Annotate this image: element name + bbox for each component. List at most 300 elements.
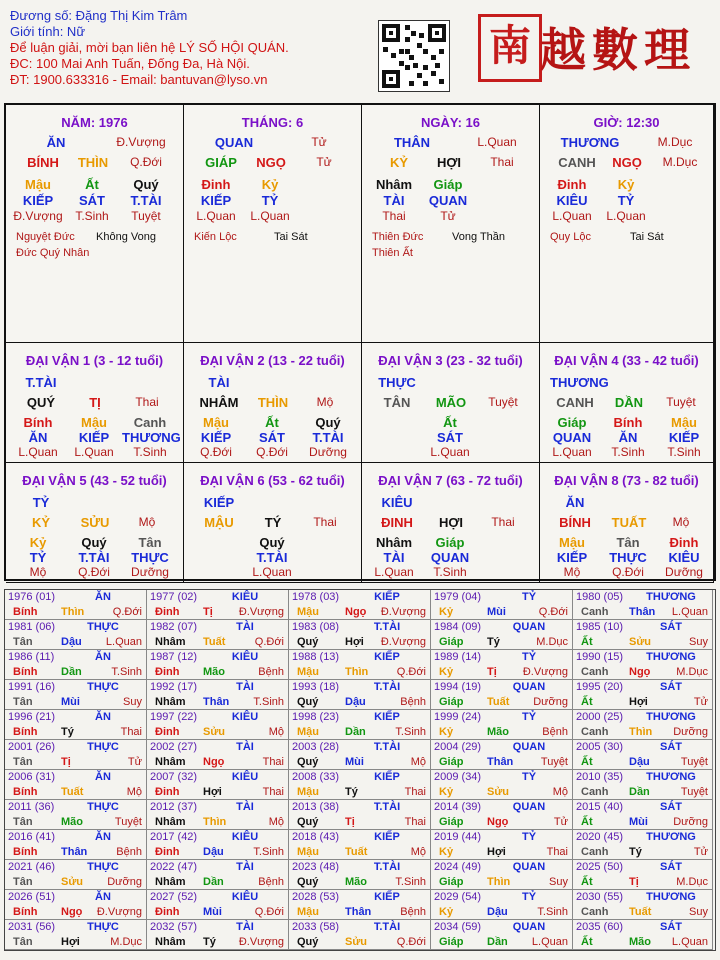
dai-van-god: KIẾP: [203, 495, 235, 510]
year-state: Đ.Vượng: [522, 666, 568, 678]
year-label: 1986 (11): [8, 651, 55, 663]
year-branch: Ngọ: [487, 816, 509, 828]
earthly-branch: THÌN: [77, 155, 109, 170]
year-god: T.TÀI: [373, 801, 401, 813]
year-stem: Nhâm: [155, 756, 186, 768]
year-god: TỶ: [521, 651, 537, 663]
year-label: 2033 (58): [292, 921, 340, 933]
year-state: L.Quan: [671, 936, 708, 948]
hidden-god: TỶ: [261, 193, 279, 208]
year-god: TỶ: [521, 831, 537, 843]
year-cell[interactable]: [573, 740, 713, 770]
seal-stamp-icon: 南: [478, 14, 542, 82]
year-cell[interactable]: [431, 890, 573, 920]
year-branch: Dậu: [203, 846, 224, 858]
branch-state: Q.Đới: [130, 155, 162, 169]
year-stem: Tân: [13, 816, 33, 828]
year-label: 2006 (31): [8, 771, 56, 783]
year-cell[interactable]: [289, 770, 431, 800]
year-stem: Tân: [13, 696, 33, 708]
year-cell[interactable]: [147, 590, 289, 620]
gender: Giới tính: Nữ: [10, 24, 86, 39]
year-god: ĂN: [95, 891, 111, 903]
year-cell[interactable]: [5, 860, 147, 890]
dai-van-stem: NHÂM: [199, 395, 239, 410]
year-cell[interactable]: [573, 590, 713, 620]
year-god: KIÊU: [231, 651, 259, 663]
year-branch: Sửu: [345, 936, 368, 948]
dai-van-state: Thai: [491, 515, 515, 529]
dai-van-god: TÀI: [208, 375, 230, 390]
dai-van-state: Tuyệt: [666, 395, 696, 409]
year-label: 2023 (48): [292, 861, 340, 873]
year-stem: Ất: [581, 876, 593, 888]
year-cell[interactable]: [5, 710, 147, 740]
year-state: Tử: [693, 846, 708, 858]
year-cell[interactable]: [431, 680, 573, 710]
year-stem: Quý: [297, 696, 319, 708]
dai-van-hidden: SÁT: [437, 430, 463, 445]
year-cell[interactable]: [573, 650, 713, 680]
year-state: Đ.Vượng: [238, 606, 284, 618]
year-state: Tuyệt: [114, 816, 142, 828]
qr-module: [399, 49, 404, 54]
year-label: 2022 (47): [150, 861, 198, 873]
year-label: 1997 (22): [150, 711, 198, 723]
qr-module: [417, 73, 422, 78]
year-god: ĂN: [95, 711, 111, 723]
hidden-stem: Kỷ: [261, 177, 279, 192]
dai-van-hidden: Ất: [443, 415, 457, 430]
year-stem: Quý: [297, 816, 319, 828]
dai-van-hidden: Mậu: [81, 415, 107, 430]
year-state: Thai: [546, 846, 568, 858]
hidden-state: L.Quan: [250, 209, 290, 223]
dai-van-hidden: Quý: [81, 535, 107, 550]
qr-module: [405, 49, 410, 54]
dai-van-state: Tuyệt: [488, 395, 518, 409]
year-state: M.Dục: [110, 936, 142, 948]
year-cell[interactable]: [289, 830, 431, 860]
year-stem: Kỷ: [439, 726, 454, 738]
year-label: 2015 (40): [576, 801, 624, 813]
dai-van-stem: ĐINH: [381, 515, 413, 530]
year-branch: Ngọ: [345, 606, 367, 618]
year-cell[interactable]: [573, 920, 713, 950]
year-cell[interactable]: [431, 740, 573, 770]
year-god: TÀI: [236, 681, 254, 693]
year-cell[interactable]: [431, 860, 573, 890]
year-cell[interactable]: [5, 650, 147, 680]
year-stem: Đinh: [155, 666, 180, 678]
dai-van-hidden: TÀI: [383, 550, 405, 565]
dai-van-hidden: Bính: [613, 415, 643, 430]
year-god: THỰC: [87, 801, 119, 813]
year-label: 1987 (12): [150, 651, 198, 663]
dai-van-hidden: Q.Đới: [78, 565, 110, 579]
year-state: Tử: [693, 696, 708, 708]
year-cell[interactable]: [289, 650, 431, 680]
year-cell[interactable]: [289, 920, 431, 950]
year-god: T.TÀI: [373, 921, 401, 933]
year-branch: Thìn: [203, 816, 227, 828]
year-branch: Hợi: [629, 696, 648, 708]
hidden-god: TỶ: [617, 193, 635, 208]
year-cell[interactable]: [573, 680, 713, 710]
dai-van-4: [540, 343, 714, 463]
year-stem: Giáp: [439, 756, 464, 768]
year-label: 1983 (08): [292, 621, 340, 633]
qr-module: [411, 31, 416, 36]
year-stem: Tân: [13, 636, 33, 648]
year-cell[interactable]: [573, 620, 713, 650]
year-god: KIÊU: [231, 891, 259, 903]
year-branch: Dần: [203, 876, 224, 888]
star: Đức Quý Nhân: [16, 247, 90, 259]
year-cell[interactable]: [573, 860, 713, 890]
year-cell[interactable]: [147, 740, 289, 770]
year-label: 2008 (33): [292, 771, 340, 783]
year-cell[interactable]: [147, 830, 289, 860]
dai-van-hidden: THỰC: [609, 550, 647, 565]
year-god: THƯƠNG: [646, 831, 696, 843]
year-branch: Thân: [203, 696, 230, 708]
year-stem: Quý: [297, 876, 319, 888]
dai-van-state: Mộ: [672, 515, 690, 529]
dai-van-hidden: T.TÀI: [256, 550, 288, 565]
year-label: 1980 (05): [576, 591, 624, 603]
year-branch: Ngọ: [629, 666, 651, 678]
year-cell[interactable]: [289, 680, 431, 710]
year-god: TỶ: [521, 891, 537, 903]
year-state: Đ.Vượng: [380, 606, 426, 618]
year-cell[interactable]: [5, 620, 147, 650]
year-stem: Quý: [297, 636, 319, 648]
qr-module: [383, 47, 388, 52]
year-cell[interactable]: [147, 800, 289, 830]
year-label: 2011 (36): [8, 801, 55, 813]
star: Quy Lộc: [550, 231, 591, 243]
pillar-title: NĂM: 1976: [61, 115, 128, 130]
year-state: Q.Đới: [254, 636, 284, 648]
year-state: Dưỡng: [533, 696, 568, 708]
year-label: 2028 (53): [292, 891, 340, 903]
qr-finder: [428, 24, 446, 42]
year-stem: Ất: [581, 816, 593, 828]
year-cell[interactable]: [147, 890, 289, 920]
qr-module: [423, 81, 428, 86]
year-branch: Dậu: [345, 696, 366, 708]
ten-god-state: Đ.Vượng: [116, 135, 166, 149]
year-stem: Ất: [581, 696, 593, 708]
year-state: Mộ: [410, 846, 426, 858]
year-label: 1976 (01): [8, 591, 56, 603]
year-stem: Ất: [581, 636, 593, 648]
year-state: L.Quan: [531, 936, 568, 948]
dai-van-branch: TÝ: [264, 515, 282, 530]
year-god: THỰC: [87, 861, 119, 873]
dai-van-stem: MẬU: [204, 515, 234, 530]
year-branch: Tuất: [629, 906, 652, 918]
year-stem: Giáp: [439, 696, 464, 708]
dai-van-hidden: Đinh: [669, 535, 699, 550]
ten-god: QUAN: [214, 135, 254, 150]
dai-van-state: Mộ: [316, 395, 334, 409]
year-stem: Kỷ: [439, 906, 454, 918]
year-label: 2010 (35): [576, 771, 624, 783]
year-cell[interactable]: [431, 830, 573, 860]
year-cell[interactable]: [147, 920, 289, 950]
year-state: M.Dục: [676, 876, 708, 888]
year-label: 2027 (52): [150, 891, 198, 903]
year-god: KIÊU: [231, 831, 259, 843]
year-god: ĂN: [95, 651, 111, 663]
hidden-god: SÁT: [79, 193, 105, 208]
year-god: THƯƠNG: [646, 651, 696, 663]
year-stem: Tân: [13, 936, 33, 948]
dai-van-hidden: TỶ: [29, 550, 47, 565]
year-god: TỶ: [521, 771, 537, 783]
year-branch: Dậu: [61, 636, 82, 648]
year-cell[interactable]: [573, 890, 713, 920]
year-god: ĂN: [95, 771, 111, 783]
year-cell[interactable]: [147, 650, 289, 680]
year-cell[interactable]: [5, 830, 147, 860]
year-label: 2001 (26): [8, 741, 56, 753]
year-branch: Mão: [203, 666, 225, 678]
qr-module: [413, 63, 418, 68]
year-cell[interactable]: [5, 890, 147, 920]
year-cell[interactable]: [573, 800, 713, 830]
year-label: 1998 (23): [292, 711, 340, 723]
dai-van-title: ĐẠI VẬN 1 (3 - 12 tuổi): [25, 353, 164, 368]
dai-van-god: KIÊU: [381, 495, 413, 510]
dai-van-hidden: Tân: [138, 535, 162, 550]
qr-module: [419, 33, 424, 38]
year-branch: Tị: [487, 666, 497, 678]
star: Không Vong: [96, 231, 156, 243]
qr-module: [423, 49, 428, 54]
year-label: 2026 (51): [8, 891, 56, 903]
dai-van-branch: SỬU: [80, 515, 110, 530]
qr-module: [439, 49, 444, 54]
year-state: Dưỡng: [107, 876, 142, 888]
year-cell[interactable]: [5, 590, 147, 620]
dai-van-hidden: Mậu: [559, 535, 585, 550]
dai-van-hidden: THỰC: [131, 550, 169, 565]
year-branch: Thìn: [487, 876, 511, 888]
dai-van-hidden: Bính: [23, 415, 53, 430]
year-cell[interactable]: [431, 620, 573, 650]
year-label: 1991 (16): [8, 681, 56, 693]
year-state: T.Sinh: [395, 876, 426, 888]
year-cell[interactable]: [573, 830, 713, 860]
dai-van-hidden: T.Sinh: [133, 445, 167, 459]
year-stem: Nhâm: [155, 636, 186, 648]
year-label: 1990 (15): [576, 651, 624, 663]
year-state: T.Sinh: [111, 666, 142, 678]
year-god: KIÊU: [231, 771, 259, 783]
year-state: Mộ: [552, 786, 568, 798]
year-cell[interactable]: [573, 710, 713, 740]
year-god: T.TÀI: [373, 621, 401, 633]
year-cell[interactable]: [573, 770, 713, 800]
year-state: M.Dục: [536, 636, 568, 648]
year-stem: Tân: [13, 756, 33, 768]
dai-van-hidden: L.Quan: [74, 445, 114, 459]
dai-van-branch: TUẤT: [611, 515, 647, 530]
earthly-branch: NGỌ: [256, 155, 286, 170]
dai-van-hidden: Dưỡng: [309, 445, 347, 459]
ten-god-state: M.Dục: [657, 135, 693, 149]
year-stem: Kỷ: [439, 606, 454, 618]
year-stem: Canh: [581, 906, 609, 918]
qr-module: [405, 25, 410, 30]
year-state: Thai: [262, 786, 284, 798]
year-branch: Sửu: [203, 726, 226, 738]
year-cell[interactable]: [5, 920, 147, 950]
dai-van-title: ĐẠI VẬN 3 (23 - 32 tuổi): [378, 353, 523, 368]
dai-van-hidden: KIẾP: [668, 430, 700, 445]
year-cell[interactable]: [147, 860, 289, 890]
year-label: 1992 (17): [150, 681, 198, 693]
year-branch: Mùi: [629, 816, 648, 828]
year-cell[interactable]: [289, 620, 431, 650]
year-state: Đ.Vượng: [238, 936, 284, 948]
year-cell[interactable]: [431, 920, 573, 950]
year-cell[interactable]: [289, 590, 431, 620]
year-branch: Tị: [345, 816, 355, 828]
year-state: Thai: [404, 816, 426, 828]
dai-van-hidden: L.Quan: [252, 565, 292, 579]
year-cell[interactable]: [289, 740, 431, 770]
year-cell[interactable]: [147, 710, 289, 740]
year-branch: Mùi: [61, 696, 80, 708]
year-god: KIẾP: [374, 711, 400, 723]
dai-van-hidden: Nhâm: [375, 535, 413, 550]
year-branch: Dần: [345, 726, 366, 738]
year-god: TỶ: [521, 591, 537, 603]
year-god: KIẾP: [374, 771, 400, 783]
dai-van-hidden: T.Sinh: [611, 445, 645, 459]
dai-van-hidden: Mộ: [563, 565, 581, 579]
dai-van-stem: QUÝ: [26, 395, 56, 410]
year-state: T.Sinh: [253, 846, 284, 858]
dai-van-hidden: SÁT: [259, 430, 285, 445]
year-stem: Bính: [13, 846, 38, 858]
year-state: Q.Đới: [254, 906, 284, 918]
hidden-stem: Mậu: [25, 177, 51, 192]
year-branch: Tị: [61, 756, 71, 768]
dai-van-3: [362, 343, 540, 463]
dai-van-branch: MÃO: [435, 395, 467, 410]
year-state: Mộ: [410, 756, 426, 768]
year-cell[interactable]: [431, 590, 573, 620]
year-state: Thai: [404, 786, 426, 798]
year-cell[interactable]: [431, 650, 573, 680]
hidden-state: Thai: [382, 209, 406, 223]
year-cell[interactable]: [147, 770, 289, 800]
year-god: SÁT: [660, 681, 682, 693]
year-cell[interactable]: [5, 800, 147, 830]
year-god: SÁT: [660, 921, 682, 933]
year-cell[interactable]: [5, 740, 147, 770]
year-cell[interactable]: [289, 710, 431, 740]
year-god: ĂN: [95, 591, 111, 603]
year-cell[interactable]: [289, 800, 431, 830]
qr-module: [409, 81, 414, 86]
year-label: 2025 (50): [576, 861, 624, 873]
year-label: 2021 (46): [8, 861, 56, 873]
year-cell[interactable]: [289, 890, 431, 920]
year-branch: Tuất: [61, 786, 84, 798]
hidden-state: Tuyệt: [131, 209, 161, 223]
year-state: Dưỡng: [673, 816, 708, 828]
year-state: T.Sinh: [253, 696, 284, 708]
year-label: 2024 (49): [434, 861, 482, 873]
year-cell[interactable]: [147, 620, 289, 650]
ten-god-state: L.Quan: [477, 135, 517, 149]
year-stem: Canh: [581, 606, 609, 618]
year-state: Bệnh: [400, 906, 426, 918]
branch-state: Tử: [316, 155, 332, 169]
year-god: QUAN: [512, 741, 546, 753]
year-label: 2032 (57): [150, 921, 198, 933]
year-stem: Quý: [297, 936, 319, 948]
year-label: 1978 (03): [292, 591, 340, 603]
year-branch: Thân: [487, 756, 514, 768]
dai-van-hidden: KIẾP: [556, 550, 588, 565]
year-cell[interactable]: [147, 680, 289, 710]
year-stem: Canh: [581, 846, 609, 858]
year-cell[interactable]: [431, 800, 573, 830]
year-cell[interactable]: [289, 860, 431, 890]
dai-van-hidden: T.TÀI: [78, 550, 110, 565]
qr-module: [405, 37, 410, 42]
year-stem: Mậu: [297, 906, 319, 918]
year-stem: Giáp: [439, 636, 464, 648]
year-label: 1977 (02): [150, 591, 198, 603]
year-stem: Đinh: [155, 906, 180, 918]
year-cell[interactable]: [431, 710, 573, 740]
year-cell[interactable]: [431, 770, 573, 800]
year-branch: Dần: [629, 786, 650, 798]
year-branch: Tý: [61, 726, 74, 738]
year-state: Suy: [549, 876, 568, 888]
dai-van-title: ĐẠI VẬN 6 (53 - 62 tuổi): [200, 473, 345, 488]
year-god: TÀI: [236, 921, 254, 933]
dai-van-god: THỰC: [378, 375, 416, 390]
year-cell[interactable]: [5, 770, 147, 800]
year-branch: Thìn: [61, 606, 85, 618]
branch-state: M.Dục: [662, 155, 698, 169]
year-stem: Kỷ: [439, 786, 454, 798]
year-state: Suy: [123, 696, 142, 708]
year-state: Bệnh: [116, 846, 142, 858]
dai-van-hidden: L.Quan: [18, 445, 58, 459]
year-god: SÁT: [660, 741, 682, 753]
year-state: Tuyệt: [680, 756, 708, 768]
year-cell[interactable]: [5, 680, 147, 710]
earthly-branch: HỢI: [436, 155, 462, 170]
qr-code-icon[interactable]: [378, 20, 450, 92]
year-branch: Thân: [61, 846, 88, 858]
year-god: THỰC: [87, 621, 119, 633]
dai-van-hidden: THƯƠNG: [122, 430, 181, 445]
dai-van-title: ĐẠI VẬN 2 (13 - 22 tuổi): [200, 353, 345, 368]
dai-van-stem: CANH: [556, 395, 594, 410]
year-stem: Nhâm: [155, 816, 186, 828]
